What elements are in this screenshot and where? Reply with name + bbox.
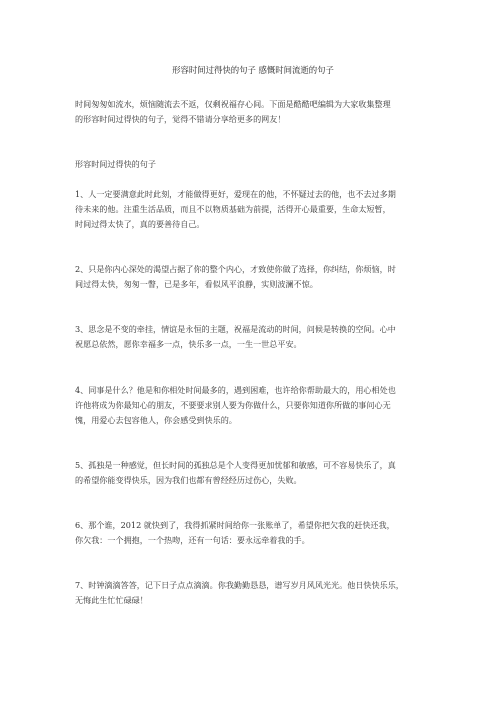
- list-item-line: 间过得太快，匆匆一瞥，已是多年，看似风平浪静，实则波澜不惊。: [75, 279, 318, 289]
- list-item-line: 3、思念是不变的牵挂，情谊是永恒的主题，祝福是流动的时间，问候是转换的空间。心中: [75, 324, 396, 334]
- list-item-line: 无悔此生忙忙碌碌！: [75, 595, 148, 605]
- list-item-line: 4、同事是什么？他是和你相处时间最多的，遇到困难，也许给你帮助最大的，用心相处也: [75, 385, 396, 395]
- list-item-line: 5、孤独是一种感觉，但长时间的孤独总是个人变得更加忧郁和敏感，可不容易快乐了，真: [75, 460, 396, 470]
- list-item: [75, 262, 431, 292]
- list-item-line: 你欠我：一个拥抱，一个热吻，还有一句话：要永远牵着我的手。: [75, 535, 310, 545]
- intro-line: 时间匆匆如流水，烦恼随流去不返，仅剩祝福存心间。下面是酷酷吧编辑为大家收集整理: [75, 99, 391, 109]
- intro-line: 的形容时间过得快的句子，觉得不错请分享给更多的网友！: [75, 114, 286, 124]
- section-heading: 形容时间过得快的句子: [75, 159, 156, 169]
- list-item: [75, 578, 431, 608]
- list-item-line: 6、那个谁，2012 就快到了，我得抓紧时间给你一张账单了，希望你把欠我的赶快还我，: [75, 520, 395, 530]
- list-item: [75, 322, 431, 352]
- page-title: 形容时间过得快的句子 感慨时间流逝的句子: [172, 65, 334, 75]
- list-item: [75, 518, 431, 548]
- list-item: [75, 458, 431, 488]
- list-item-line: 愧，用爱心去包容他人，你会感受到快乐的。: [75, 415, 237, 425]
- list-item-line: 许他将成为你最知心的朋友，不要要求别人要为你做什么，只要你知道你所做的事问心无: [75, 400, 391, 410]
- list-item-line: 时间过得太快了，真的要善待自己。: [75, 219, 205, 229]
- list-item-line: 的希望你能变得快乐，因为我们也都有曾经经历过伤心，失败。: [75, 475, 302, 485]
- list-item: [75, 383, 431, 428]
- list-item: [75, 187, 431, 232]
- list-item-line: 待未来的他。注重生活品质，而且不以物质基础为前提，活得开心最重要，生命太短暂，: [75, 204, 391, 214]
- list-item-line: 2、只是你内心深处的渴望占据了你的整个内心，才致使你做了选择，你纠结，你烦恼，时: [75, 264, 396, 274]
- list-item-line: 7、时钟滴滴答答，记下日子点点滴滴。你我勤勤恳恳，谱写岁月风风光光。他日快快乐乐，: [75, 580, 404, 590]
- intro-paragraph: [75, 97, 431, 127]
- list-item-line: 祝愿总依然，愿你幸福多一点，快乐多一点，一生一世总平安。: [75, 339, 302, 349]
- list-item-line: 1、人一定要满意此时此刻，才能做得更好，爱现在的他，不怀疑过去的他，也不去过多期: [75, 189, 396, 199]
